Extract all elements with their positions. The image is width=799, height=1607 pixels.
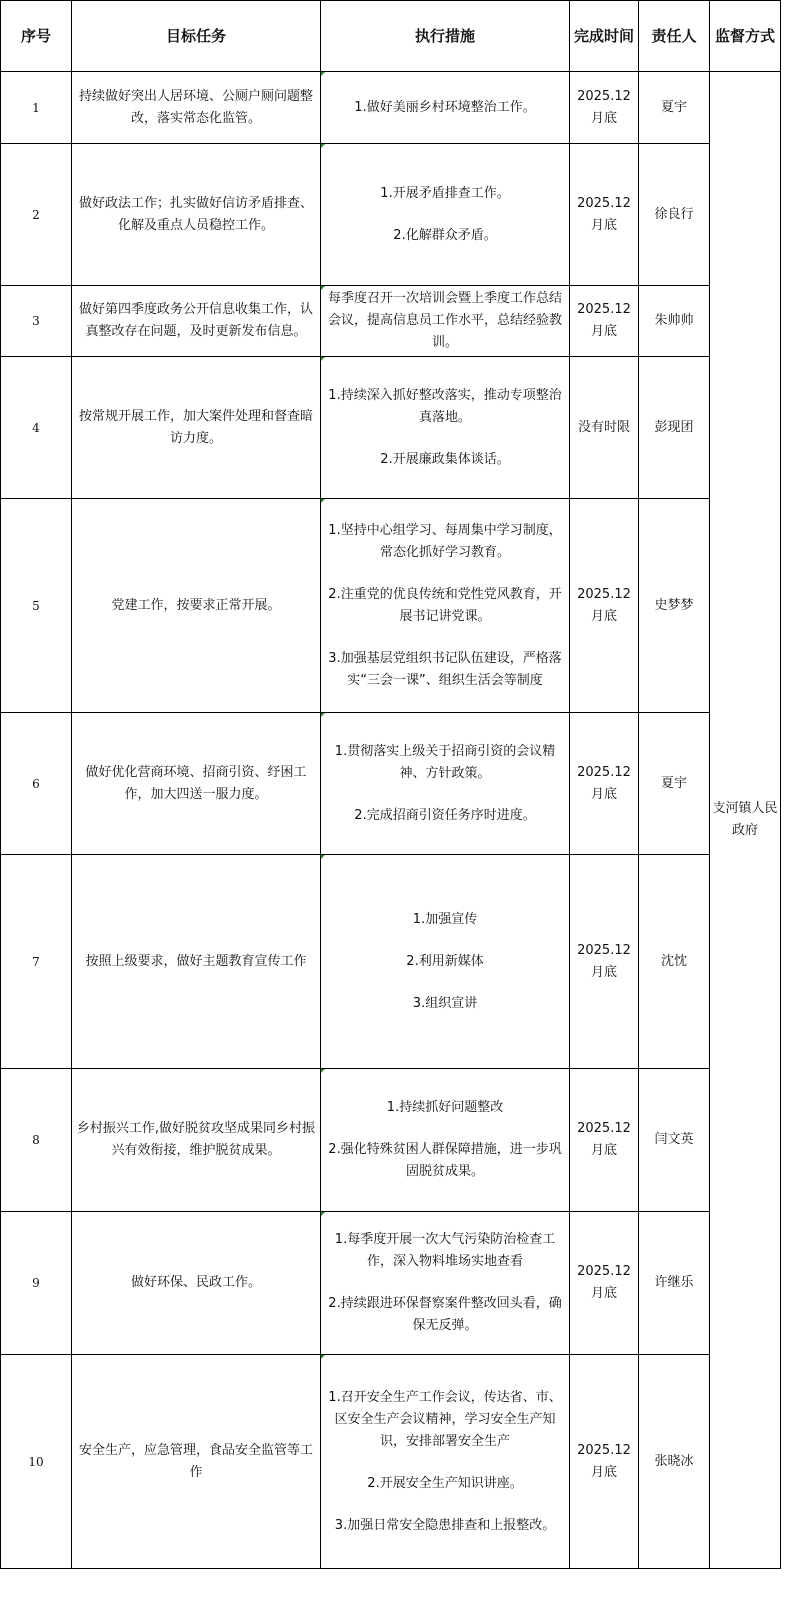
row-measures xyxy=(321,1069,570,1212)
table-row xyxy=(1,499,781,713)
measure-item: 2.利用新媒体 xyxy=(406,953,484,969)
row-task: 做好环保、民政工作。 xyxy=(72,1212,321,1355)
row-seq: 5 xyxy=(1,499,72,713)
table-row xyxy=(1,286,781,357)
row-deadline: 2025.12月底 xyxy=(570,72,639,144)
header-deadline: 完成时间 xyxy=(570,1,639,72)
measure-item: 1.坚持中心组学习、每周集中学习制度，常态化抓好学习教育。 xyxy=(328,522,562,560)
measure-item: 1.加强宣传 xyxy=(412,911,478,927)
row-seq: 8 xyxy=(1,1069,72,1212)
measure-item: 每季度召开一次培训会暨上季度工作总结会议，提高信息员工作水平，总结经验教训。 xyxy=(327,291,562,350)
row-task: 持续做好突出人居环境、公厕户厕问题整改，落实常态化监管。 xyxy=(72,72,321,144)
row-deadline: 2025.12月底 xyxy=(570,1069,639,1212)
table-row xyxy=(1,1212,781,1355)
measure-item: 3.加强基层党组织书记队伍建设，严格落实“三会一课”、组织生活会等制度 xyxy=(328,650,562,688)
row-task: 做好政法工作；扎实做好信访矛盾排查、化解及重点人员稳控工作。 xyxy=(72,144,321,286)
header-task: 目标任务 xyxy=(72,1,321,72)
measure-item: 2.注重党的优良传统和党性党风教育，开展书记讲党课。 xyxy=(328,586,562,624)
header-measures: 执行措施 xyxy=(321,1,570,72)
row-owner: 夏宇 xyxy=(639,713,710,855)
row-deadline: 没有时限 xyxy=(570,357,639,499)
measure-item: 2.化解群众矛盾。 xyxy=(393,227,497,243)
cell-comment-marker xyxy=(321,499,325,503)
row-deadline: 2025.12月底 xyxy=(570,1355,639,1569)
measure-item: 1.每季度开展一次大气污染防治检查工作，深入物料堆场实地查看 xyxy=(334,1232,556,1269)
supervision-cell: 支河镇人民政府 xyxy=(710,72,781,1569)
row-task: 安全生产，应急管理，食品安全监管等工作 xyxy=(72,1355,321,1569)
row-owner: 许继乐 xyxy=(639,1212,710,1355)
table-row xyxy=(1,357,781,499)
cell-comment-marker xyxy=(321,144,325,148)
cell-comment-marker xyxy=(321,286,325,290)
measure-item: 1.召开安全生产工作会议，传达省、市、区安全生产会议精神，学习安全生产知识，安排部署安全生产 xyxy=(328,1389,562,1449)
row-deadline: 2025.12月底 xyxy=(570,286,639,357)
row-deadline: 2025.12月底 xyxy=(570,1212,639,1355)
row-measures xyxy=(321,357,570,499)
table-row xyxy=(1,144,781,286)
measure-item: 2.强化特殊贫困人群保障措施，进一步巩固脱贫成果。 xyxy=(328,1142,562,1179)
row-measures xyxy=(321,144,570,286)
row-deadline: 2025.12月底 xyxy=(570,144,639,286)
cell-comment-marker xyxy=(321,1069,325,1073)
row-task: 做好第四季度政务公开信息收集工作，认真整改存在问题，及时更新发布信息。 xyxy=(72,286,321,357)
table-row xyxy=(1,713,781,855)
header-owner: 责任人 xyxy=(639,1,710,72)
row-measures xyxy=(321,1212,570,1355)
row-deadline: 2025.12月底 xyxy=(570,499,639,713)
header-seq: 序号 xyxy=(1,1,72,72)
table-row xyxy=(1,855,781,1069)
cell-comment-marker xyxy=(321,357,325,361)
measure-item: 2.开展安全生产知识讲座。 xyxy=(367,1475,523,1491)
row-owner: 彭现团 xyxy=(639,357,710,499)
row-owner: 史梦梦 xyxy=(639,499,710,713)
row-seq: 9 xyxy=(1,1212,72,1355)
table-row xyxy=(1,1069,781,1212)
measure-item: 1.做好美丽乡村环境整治工作。 xyxy=(354,99,536,115)
row-measures xyxy=(321,499,570,713)
cell-comment-marker xyxy=(321,855,325,859)
table-row xyxy=(1,72,781,144)
row-task: 按照上级要求，做好主题教育宣传工作 xyxy=(72,855,321,1069)
header-supervision: 监督方式 xyxy=(710,1,781,72)
row-seq: 2 xyxy=(1,144,72,286)
row-task: 党建工作，按要求正常开展。 xyxy=(72,499,321,713)
measure-item: 2.开展廉政集体谈话。 xyxy=(380,451,510,467)
row-seq: 7 xyxy=(1,855,72,1069)
row-measures xyxy=(321,286,570,357)
row-seq: 4 xyxy=(1,357,72,499)
measure-item: 2.持续跟进环保督察案件整改回头看，确保无反弹。 xyxy=(328,1296,562,1333)
row-deadline: 2025.12月底 xyxy=(570,855,639,1069)
cell-comment-marker xyxy=(321,72,325,76)
row-measures xyxy=(321,713,570,855)
row-owner: 朱帅帅 xyxy=(639,286,710,357)
row-seq: 3 xyxy=(1,286,72,357)
row-measures xyxy=(321,855,570,1069)
measure-item: 2.完成招商引资任务序时进度。 xyxy=(354,807,536,823)
row-owner: 沈忱 xyxy=(639,855,710,1069)
row-owner: 张晓冰 xyxy=(639,1355,710,1569)
row-task: 乡村振兴工作,做好脱贫攻坚成果同乡村振兴有效衔接，维护脱贫成果。 xyxy=(72,1069,321,1212)
cell-comment-marker xyxy=(321,1355,325,1359)
row-seq: 6 xyxy=(1,713,72,855)
measure-item: 3.加强日常安全隐患排查和上报整改。 xyxy=(334,1517,556,1533)
row-task: 做好优化营商环境、招商引资、纾困工作，加大四送一服力度。 xyxy=(72,713,321,855)
row-measures xyxy=(321,1355,570,1569)
measure-item: 3.组织宣讲 xyxy=(412,995,478,1011)
measure-item: 1.持续抓好问题整改 xyxy=(386,1100,504,1115)
cell-comment-marker xyxy=(321,713,325,717)
row-owner: 闫文英 xyxy=(639,1069,710,1212)
cell-comment-marker xyxy=(321,1212,325,1216)
row-task: 按常规开展工作，加大案件处理和督查暗访力度。 xyxy=(72,357,321,499)
measure-item: 1.开展矛盾排查工作。 xyxy=(380,185,510,201)
row-seq: 1 xyxy=(1,72,72,144)
row-deadline: 2025.12月底 xyxy=(570,713,639,855)
row-seq: 10 xyxy=(1,1355,72,1569)
table-row xyxy=(1,1355,781,1569)
row-measures xyxy=(321,72,570,144)
row-owner: 徐良行 xyxy=(639,144,710,286)
measure-item: 1.持续深入抓好整改落实，推动专项整治真落地。 xyxy=(328,387,562,425)
measure-item: 1.贯彻落实上级关于招商引资的会议精神、方针政策。 xyxy=(334,743,556,781)
row-owner: 夏宇 xyxy=(639,72,710,144)
